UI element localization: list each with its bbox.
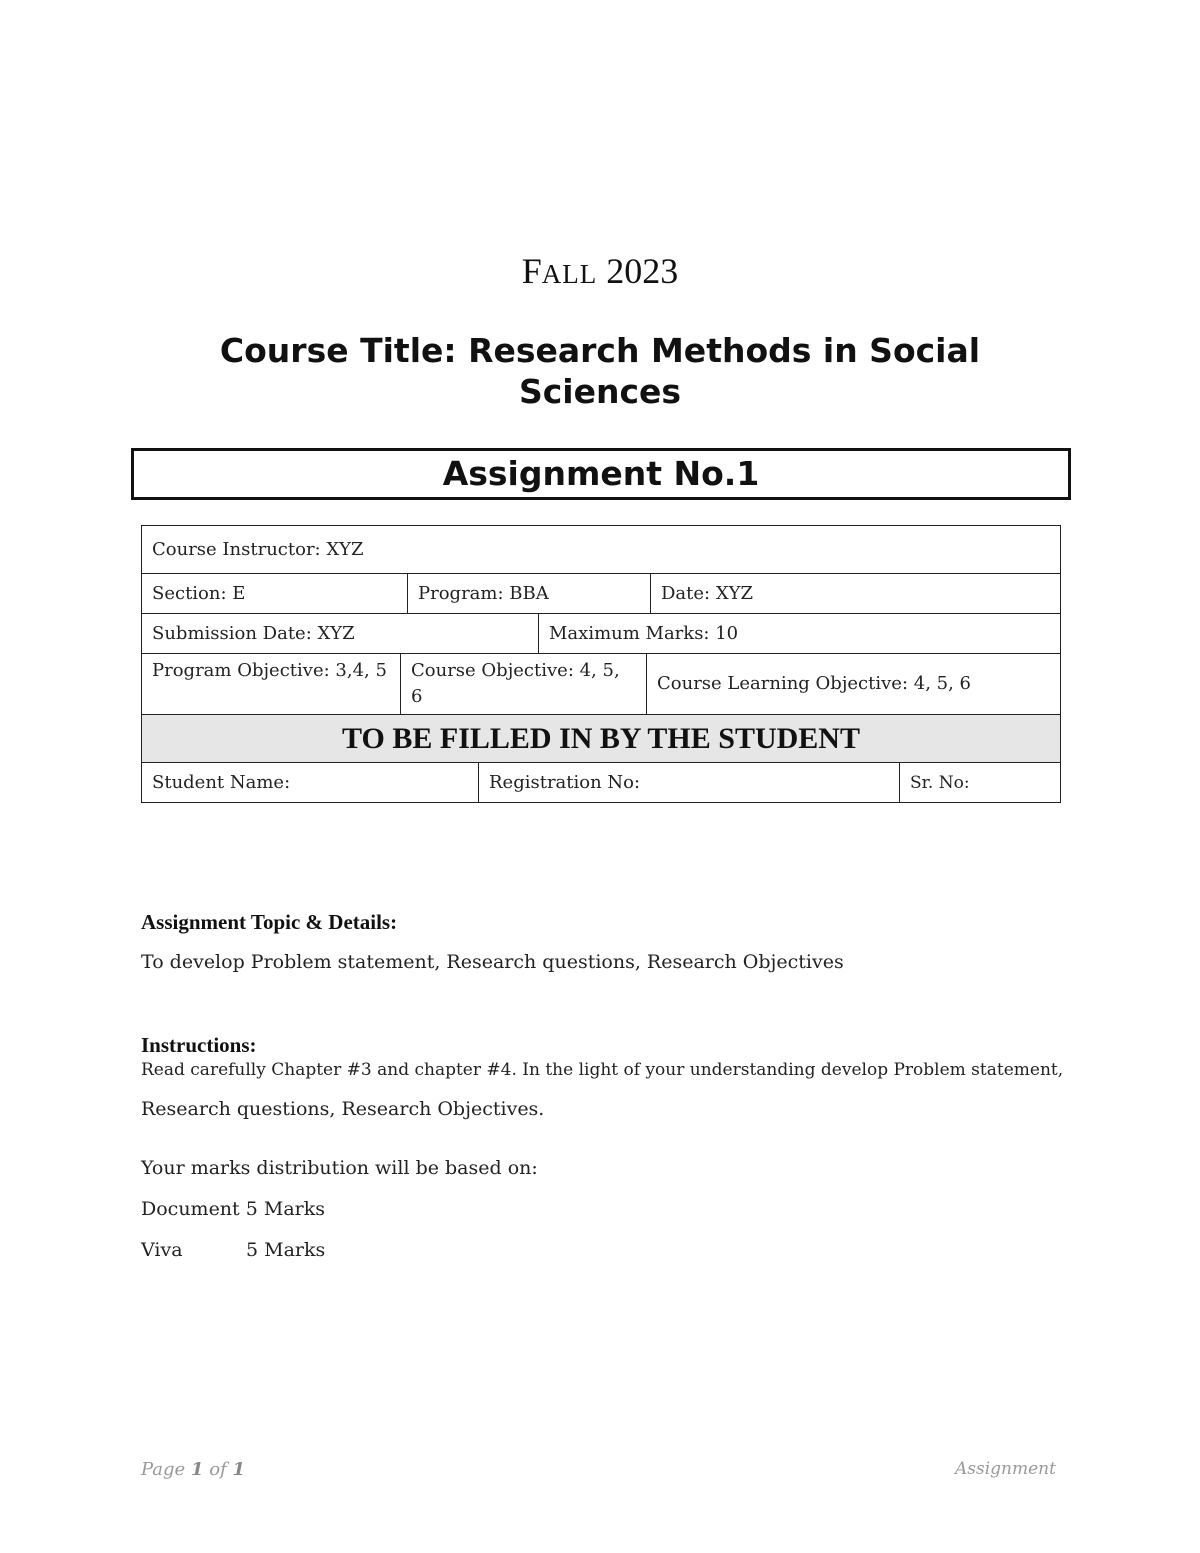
student-banner: TO BE FILLED IN BY THE STUDENT <box>142 715 1061 763</box>
semester-year: 2023 <box>606 251 679 291</box>
semester-title <box>0 250 1200 292</box>
maximum-marks-cell: Maximum Marks: 10 <box>549 623 739 644</box>
course-objective-cell: Course Objective: 4, 5, 6 <box>401 654 647 714</box>
topic-text: To develop Problem statement, Research questions, Research Objectives <box>141 951 844 973</box>
assignment-info-table <box>141 525 1061 803</box>
registration-no-field[interactable]: Registration No: <box>479 763 900 802</box>
marks-row-viva <box>141 1239 325 1261</box>
semester-rest: ALL <box>541 259 598 289</box>
page-current: 1 <box>190 1459 204 1480</box>
footer-label: Assignment <box>955 1459 1056 1479</box>
submission-date-cell: Submission Date: XYZ <box>142 614 539 653</box>
section-cell: Section: E <box>142 574 408 613</box>
assignment-title: Assignment No.1 <box>131 448 1071 500</box>
instructor-cell: Course Instructor: XYZ <box>142 526 1061 574</box>
marks-intro: Your marks distribution will be based on: <box>141 1157 538 1179</box>
submission-row <box>142 614 1060 653</box>
semester-initial: F <box>521 251 542 291</box>
objectives-row <box>142 654 1060 714</box>
instructions-line-2: Research questions, Research Objectives. <box>141 1098 545 1120</box>
instructions-line-1: Read carefully Chapter #3 and chapter #4. In the light of your understanding develop Problem statement, <box>141 1060 1064 1080</box>
student-row <box>142 763 1060 802</box>
section-row <box>142 574 1060 613</box>
marks-item: Document <box>141 1198 240 1220</box>
program-cell: Program: BBA <box>408 574 651 613</box>
marks-value: 5 Marks <box>246 1239 326 1261</box>
marks-value: 5 Marks <box>245 1198 325 1220</box>
page-prefix: Page <box>141 1459 186 1480</box>
marks-item: Viva <box>141 1239 183 1261</box>
program-objective-cell: Program Objective: 3,4, 5 <box>142 654 401 714</box>
student-name-field[interactable]: Student Name: <box>142 763 479 802</box>
instructions-heading: Instructions: <box>141 1033 257 1057</box>
sr-no-field[interactable]: Sr. No: <box>910 772 970 793</box>
course-title: Course Title: Research Methods in Social Sciences <box>219 331 981 411</box>
topic-heading: Assignment Topic & Details: <box>141 910 398 934</box>
page-of: of <box>209 1459 227 1480</box>
date-cell: Date: XYZ <box>661 583 754 604</box>
marks-row-document <box>141 1198 325 1220</box>
page-number <box>141 1459 245 1480</box>
course-learning-objective-cell: Course Learning Objective: 4, 5, 6 <box>657 673 971 694</box>
page-total: 1 <box>232 1459 245 1480</box>
